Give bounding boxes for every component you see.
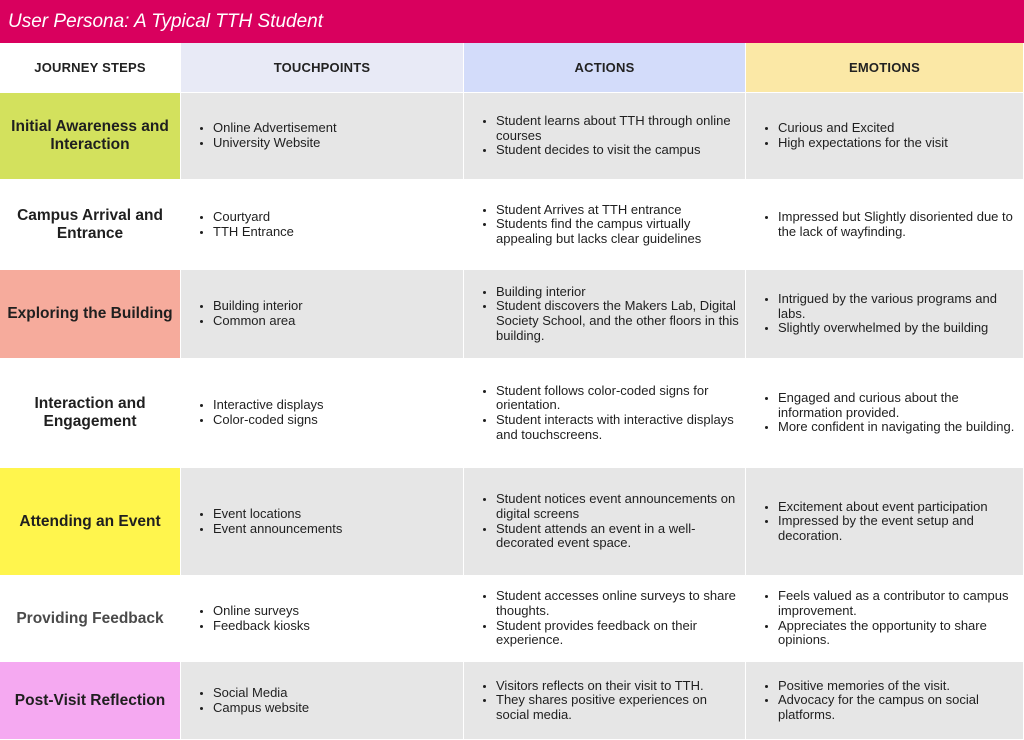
action-item: • Students find the campus virtually appealing but lacks clear guidelines [496,217,739,246]
action-item: • Student follows color-coded signs for orientation. [496,384,739,413]
touchpoints-cell [181,270,464,359]
emotion-item: • High expectations for the visit [778,136,948,151]
journey-step-label: Initial Awareness and Interaction [0,93,181,180]
touchpoint-item: • Event announcements [213,522,342,537]
touchpoints-list [181,686,315,715]
emotions-list [746,121,954,150]
touchpoints-list [181,507,348,536]
actions-list [464,114,745,158]
action-item: • Student provides feedback on their experience. [496,619,739,648]
actions-cell [464,468,746,576]
emotion-item: • Excitement about event participation [778,500,1017,515]
emotions-cell [746,576,1024,662]
emotion-item: • Impressed but Slightly disoriented due to the lack of wayfinding. [778,210,1017,239]
header-emotions: EMOTIONS [746,43,1024,93]
journey-step-label: Post-Visit Reflection [0,662,181,740]
touchpoint-item: • Courtyard [213,210,294,225]
touchpoints-list [181,299,309,328]
action-item: • Student learns about TTH through online courses [496,114,739,143]
header-touchpoints: TOUCHPOINTS [181,43,464,93]
journey-step-label: Interaction and Engagement [0,359,181,468]
touchpoint-item: • Feedback kiosks [213,619,310,634]
action-item: • Student discovers the Makers Lab, Digital Society School, and the other floors in this building. [496,299,739,343]
emotions-list [746,210,1023,239]
actions-cell [464,270,746,359]
touchpoint-item: • Common area [213,314,303,329]
touchpoints-list [181,121,343,150]
actions-list [464,384,745,442]
touchpoints-list [181,210,300,239]
touchpoints-cell [181,662,464,740]
journey-step-label: Campus Arrival and Entrance [0,180,181,270]
touchpoint-item: • Interactive displays [213,398,324,413]
touchpoint-item: • Event locations [213,507,342,522]
actions-cell [464,662,746,740]
touchpoint-item: • Color-coded signs [213,413,324,428]
touchpoints-cell [181,180,464,270]
actions-list [464,492,745,550]
header-journey-steps: JOURNEY STEPS [0,43,181,93]
emotion-item: • Positive memories of the visit. [778,679,1017,694]
touchpoint-item: • Online surveys [213,604,310,619]
journey-step-label: Attending an Event [0,468,181,576]
emotions-list [746,391,1023,435]
emotions-list [746,679,1023,723]
action-item: • Visitors reflects on their visit to TTH. [496,679,739,694]
action-item: • They shares positive experiences on social media. [496,693,739,722]
emotion-item: • Impressed by the event setup and decoration. [778,514,1017,543]
emotions-list [746,589,1023,647]
touchpoint-item: • Campus website [213,701,309,716]
emotion-item: • Intrigued by the various programs and labs. [778,292,1017,321]
actions-list [464,285,745,343]
emotions-cell [746,468,1024,576]
emotion-item: • More confident in navigating the building. [778,420,1017,435]
touchpoints-cell [181,576,464,662]
touchpoint-item: • University Website [213,136,337,151]
actions-cell [464,359,746,468]
actions-cell [464,93,746,180]
emotions-list [746,292,1023,336]
emotions-cell [746,93,1024,180]
actions-cell [464,576,746,662]
touchpoints-cell [181,468,464,576]
emotions-cell [746,270,1024,359]
action-item: • Building interior [496,285,739,300]
touchpoints-list [181,398,330,427]
touchpoints-list [181,604,316,633]
emotions-list [746,500,1023,544]
action-item: • Student Arrives at TTH entrance [496,203,739,218]
action-item: • Student accesses online surveys to share thoughts. [496,589,739,618]
touchpoints-cell [181,359,464,468]
emotions-cell [746,359,1024,468]
actions-list [464,589,745,647]
emotion-item: • Feels valued as a contributor to campus improvement. [778,589,1017,618]
action-item: • Student decides to visit the campus [496,143,739,158]
actions-cell [464,180,746,270]
touchpoint-item: • Social Media [213,686,309,701]
emotion-item: • Slightly overwhelmed by the building [778,321,1017,336]
action-item: • Student interacts with interactive displays and touchscreens. [496,413,739,442]
touchpoint-item: • Building interior [213,299,303,314]
action-item: • Student notices event announcements on digital screens [496,492,739,521]
emotion-item: • Advocacy for the campus on social platforms. [778,693,1017,722]
emotions-cell [746,662,1024,740]
journey-step-label: Exploring the Building [0,270,181,359]
touchpoints-cell [181,93,464,180]
page-title: User Persona: A Typical TTH Student [8,10,324,32]
emotion-item: • Engaged and curious about the information provided. [778,391,1017,420]
title-bar [0,0,1024,43]
emotion-item: • Curious and Excited [778,121,948,136]
actions-list [464,203,745,247]
touchpoint-item: • TTH Entrance [213,225,294,240]
emotions-cell [746,180,1024,270]
touchpoint-item: • Online Advertisement [213,121,337,136]
journey-step-label: Providing Feedback [0,576,181,662]
journey-table [0,43,1024,739]
actions-list [464,679,745,723]
emotion-item: • Appreciates the opportunity to share opinions. [778,619,1017,648]
header-actions: ACTIONS [464,43,746,93]
action-item: • Student attends an event in a well-decorated event space. [496,522,739,551]
